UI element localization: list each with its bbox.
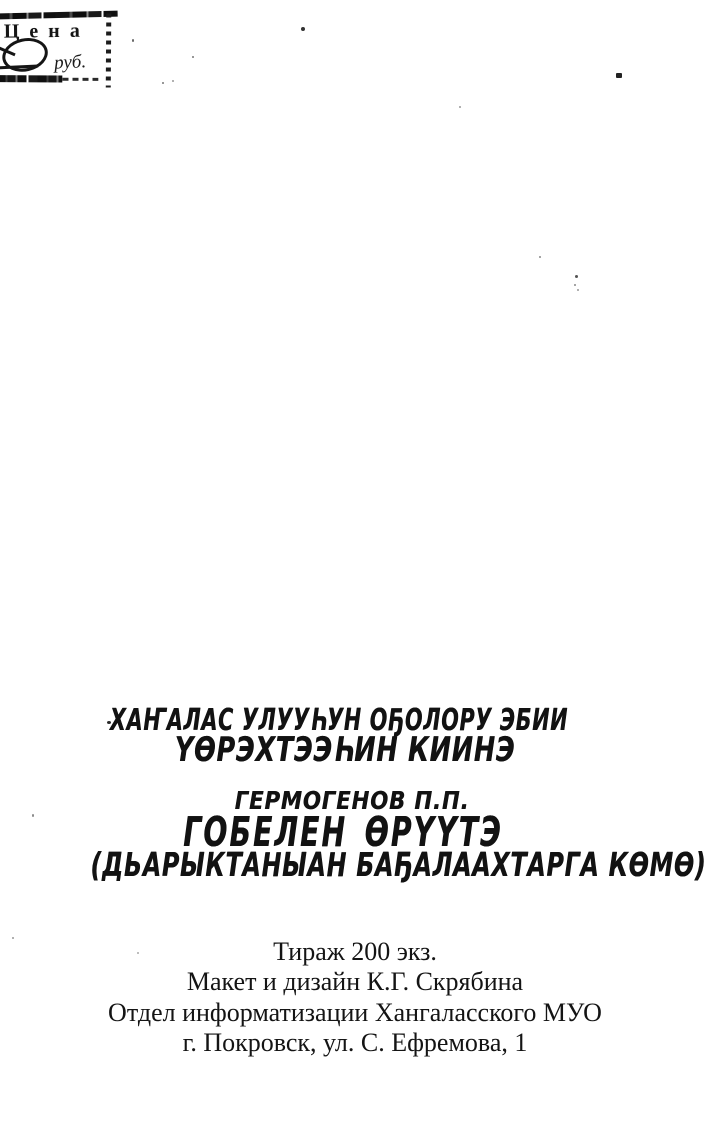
print-run-line: Тираж 200 экз. xyxy=(273,937,437,966)
org-name-line2: ҮӨРЭХТЭЭҺИН КИИНЭ xyxy=(174,730,516,770)
author-name: ГЕРМОГЕНОВ П.П. xyxy=(234,786,470,815)
publisher-line: Отдел информатизации Хангаласского МУО xyxy=(108,997,602,1027)
stamp-top-edge xyxy=(0,11,118,20)
scan-speck xyxy=(301,27,305,31)
price-label: Цена xyxy=(3,19,90,43)
book-title: ГОБЕЛЕН ӨРҮҮТЭ xyxy=(183,808,503,856)
scan-speck xyxy=(32,814,34,817)
scan-speck xyxy=(459,106,461,108)
stamp-bottom-dashes xyxy=(62,78,98,81)
colophon-block xyxy=(0,937,710,1058)
design-credit-line: Макет и дизайн К.Г. Скрябина xyxy=(186,967,524,997)
currency-label: руб. xyxy=(53,51,87,74)
scan-speck xyxy=(172,80,174,82)
scan-speck xyxy=(162,82,164,84)
scan-speck xyxy=(616,73,622,78)
stamp-right-edge xyxy=(106,13,112,87)
price-stamp xyxy=(0,7,126,90)
org-name-line1: ХАҤАЛАС УЛУУҺУН ОҔОЛОРУ ЭБИИ xyxy=(109,703,569,738)
scan-speck xyxy=(132,39,134,42)
address-line: г. Покровск, ул. С. Ефремова, 1 xyxy=(182,1027,528,1057)
scan-speck xyxy=(574,284,576,286)
scan-speck xyxy=(575,275,578,278)
book-subtitle: (ДЬАРЫКТАНЫАН БАҔАЛААХТАРГА КӨМӨ) xyxy=(90,845,707,884)
scan-speck xyxy=(192,56,194,58)
scan-speck xyxy=(577,289,579,291)
stamp-bottom-edge xyxy=(0,75,62,82)
scan-speck xyxy=(539,256,541,258)
